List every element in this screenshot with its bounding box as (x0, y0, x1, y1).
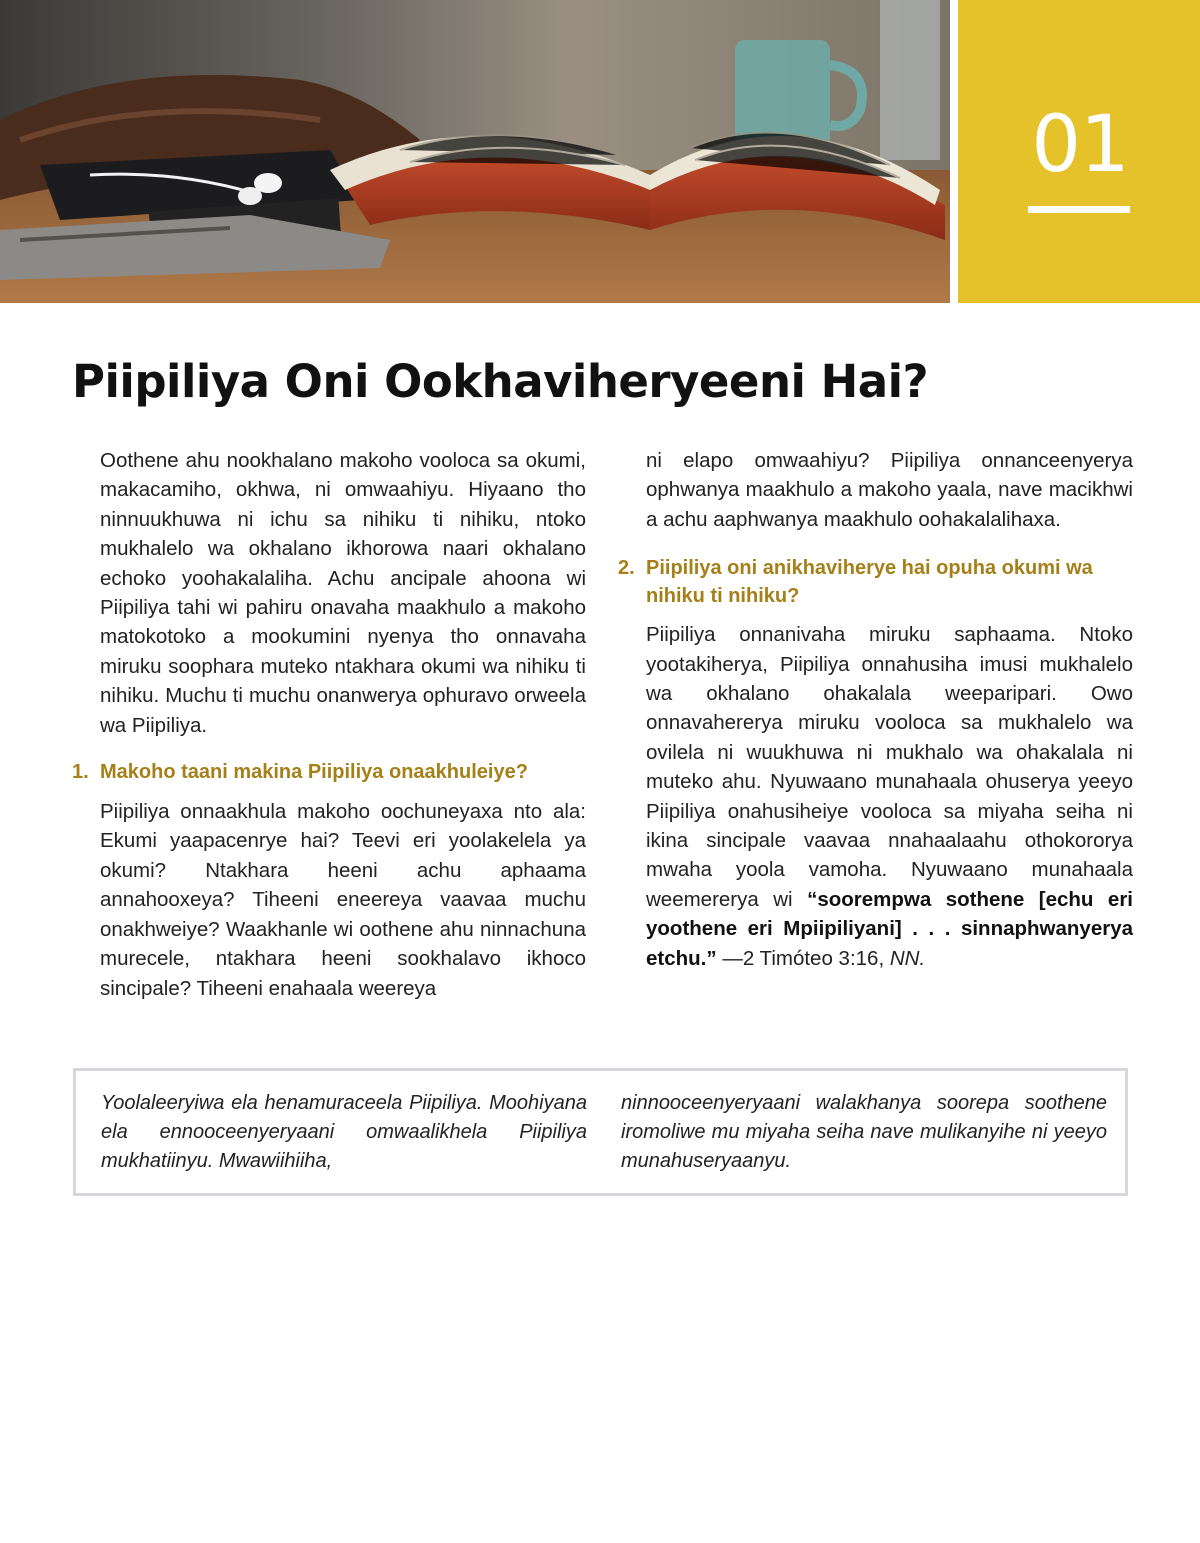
answer-2-text: Piipiliya onnanivaha miruku saphaama. Ntoko yootakiherya, Piipiliya onnahusiha imusi mukhalelo wa okhalano ohakalala weeparipari. Owo onnavahererya miruku vooloca sa mukhalelo wa ovilela ni wuukhuwa ni mukhalo wa ohakalala ni muteko ahu. Nyuwaano munahaala ohuserya yeeyo Piipiliya onahusiheiye vooloca sa miyaha seiha ni ikina sincipale vaavaa nnahaalaahu othokororya mwaha yoola vamoha. Nyuwaano munahaala weemererya wi (646, 623, 1133, 911)
answer-2 (646, 620, 1133, 973)
answer-1: Piipiliya onnaakhula makoho oochuneyaxa nto ala: Ekumi yaapacenrye hai? Teevi eri yoolakelela ya okumi? Ntakhara heeni achu aphaama annahooxeya? Tiheeni eneereya vaavaa muchu onakhweiye? Waakhanle wi oothene ahu ninnachuna murecele, ntakhara heeni sookhalavo ikhoco sincipale? Tiheeni enahaala weereya (100, 800, 586, 1000)
question-1 (72, 758, 586, 786)
question-2 (618, 554, 1133, 610)
question-2-text: Piipiliya oni anikhaviherye hai opuha okumi wa nihiku ti nihiku? (646, 557, 1093, 608)
page-title: Piipiliya Oni Ookhaviheryeeni Hai? (72, 355, 929, 408)
scripture-quote: “soorempwa sothene [echu eri yoothene eri Mpiipiliyani] . . . sinnaphwanyerya etchu.” (646, 887, 1133, 970)
note-text-right: ninnooceenyeryaani walakhanya soorepa soothene iromoliwe mu miyaha seiha nave mulikanyihe ni yeeyo munahuseryaanyu. (621, 1092, 1107, 1172)
note-text-left: Yoolaleeryiwa ela henamuraceela Piipiliya. Moohiyana ela ennooceenyeryaani omwaalikhela Piipiliya mukhatiinyu. Mwawiihiiha, (101, 1092, 587, 1172)
open-bible-illustration (0, 0, 950, 303)
question-1-text: Makoho taani makina Piipiliya onaakhuleiye? (100, 761, 528, 784)
right-column (618, 446, 1133, 973)
scripture-citation: —2 Timóteo 3:16, (722, 946, 885, 970)
question-1-number: 1. (72, 761, 89, 784)
chapter-rule (1028, 206, 1130, 213)
scripture-version: NN. (889, 946, 926, 970)
chapter-number: 01 (1031, 100, 1129, 190)
left-column (72, 446, 586, 1003)
header-photo (0, 0, 950, 303)
answer-1-continued: ni elapo omwaahiyu? Piipiliya onnanceenyerya ophwanya maakhulo a makoho yaala, nave macikhwi a achu aaphwanya maakhulo oohakalalihaxa. (646, 449, 1133, 531)
question-2-number: 2. (618, 557, 635, 580)
intro-paragraph: Oothene ahu nookhalano makoho vooloca sa okumi, makacamiho, okhwa, ni omwaahiyu. Hiyaano tho ninnuukhuwa ni ichu sa nihiku ti nihiku, ntoko mukhalelo wa okhalano ikhorowa naari okhalano echoko yoohakalaliha. Achu ancipale ahoona wi Piipiliya tahi wi pahiru onavaha maakhulo a makoho matokotoko a mookumini nyenya tho onnavaha miruku soophara muteko ntakhara okumi wa nihiku ti nihiku. Muchu ti muchu onanwerya ophuravo orweela wa Piipiliya. (100, 449, 586, 737)
note-box (73, 1068, 1128, 1196)
